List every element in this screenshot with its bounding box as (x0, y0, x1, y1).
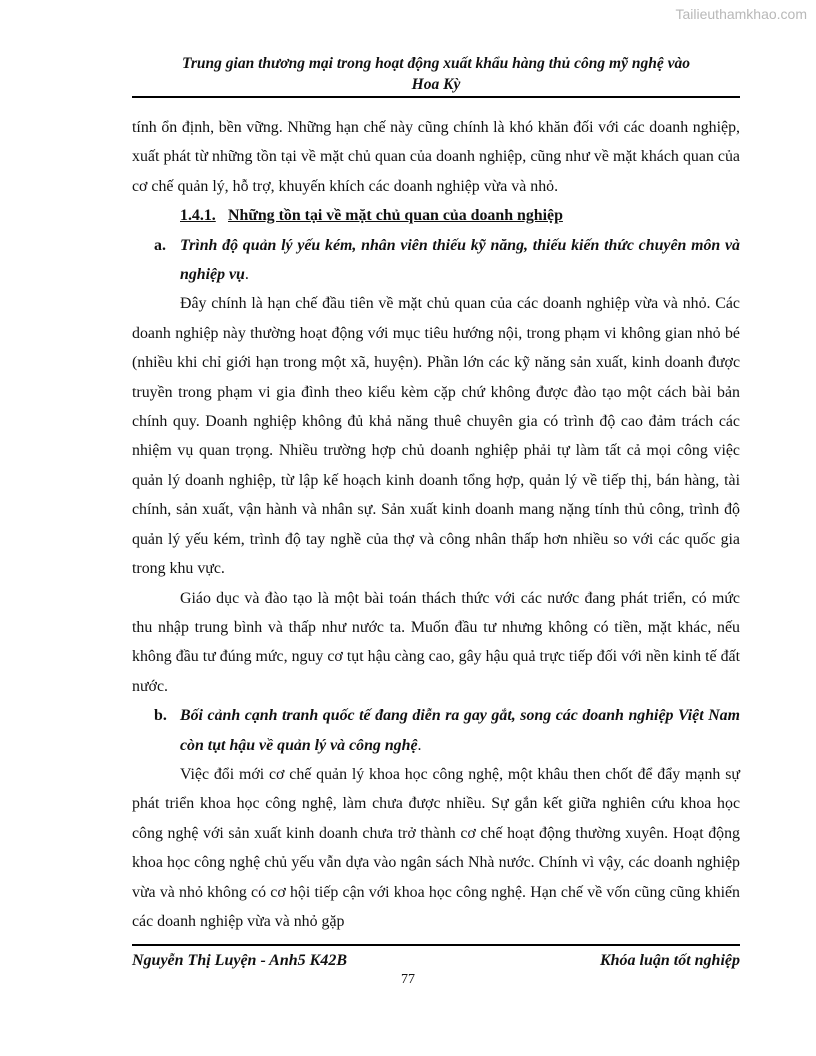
header-title-line2: Hoa Kỳ (411, 76, 461, 93)
intro-paragraph: tính ổn định, bền vững. Những hạn chế này cũng chính là khó khăn đối với các doanh nghiệp, xuất phát từ những tồn tại về mặt chủ quan của doanh nghiệp, cũng như về mặt khách quan của cơ chế quản lý, hỗ trợ, khuyến khích các doanh nghiệp vừa và nhỏ. (132, 119, 740, 195)
subheading-a (132, 231, 740, 290)
section-number: 1.4.1. (180, 207, 216, 225)
header-rule (132, 96, 740, 98)
section-title: Những tồn tại về mặt chủ quan của doanh nghiệp (228, 207, 563, 225)
subheading-a-end: . (244, 266, 249, 284)
subheading-a-title: Trình độ quản lý yếu kém, nhân viên thiếu kỹ năng, thiếu kiến thức chuyên môn và nghiệp vụ (180, 236, 740, 284)
subheading-b-marker: b. (154, 707, 167, 725)
header-title-line1: Trung gian thương mại trong hoạt động xuất khẩu hàng thủ công mỹ nghệ vào (181, 55, 690, 72)
footer-doc-type: Khóa luận tốt nghiệp (599, 952, 740, 969)
subheading-a-marker: a. (154, 236, 166, 254)
page-body (132, 113, 740, 936)
paragraph-b1: Việc đổi mới cơ chế quản lý khoa học công nghệ, một khâu then chốt để đẩy mạnh sự phát triển khoa học công nghệ, làm chưa được nhiều. Sự gắn kết giữa nghiên cứu khoa học công nghệ với sản xuất kinh doanh chưa trở thành cơ chế hoạt động thường xuyên. Hoạt động khoa học công nghệ chủ yếu vẫn dựa vào ngân sách Nhà nước. Chính vì vậy, các doanh nghiệp vừa và nhỏ không có cơ hội tiếp cận với khoa học công nghệ. Hạn chế về vốn cũng cũng khiến các doanh nghiệp vừa và nhỏ gặp (132, 765, 740, 930)
footer-author: Nguyễn Thị Luyện - Anh5 K42B (132, 952, 347, 969)
paragraph-a2: Giáo dục và đào tạo là một bài toán thách thức với các nước đang phát triển, có mức thu nhập trung bình và thấp như nước ta. Muốn đầu tư nhưng không có tiền, mặt khác, nếu không đầu tư đúng mức, nguy cơ tụt hậu càng cao, gây hậu quả trực tiếp đối với nền kinh tế đất nước. (132, 589, 740, 695)
subheading-b-end: . (417, 736, 422, 754)
subheading-b (132, 701, 740, 760)
subheading-b-title: Bối cảnh cạnh tranh quốc tế đang diễn ra gay gắt, song các doanh nghiệp Việt Nam còn tụt hậu về quản lý và công nghệ (180, 707, 740, 754)
paragraph-a1: Đây chính là hạn chế đầu tiên về mặt chủ quan của các doanh nghiệp vừa và nhỏ. Các doanh nghiệp này thường hoạt động với mục tiêu hướng nội, trong phạm vi không gian nhỏ bé (nhiều khi chỉ giới hạn trong một xã, huyện). Phần lớn các kỹ năng sản xuất, kinh doanh được truyền trong phạm vi gia đình theo kiểu kèm cặp chứ không được đào tạo một cách bài bản chính quy. Doanh nghiệp không đủ khả năng thuê chuyên gia có trình độ cao đảm trách các nhiệm vụ quan trọng. Nhiều trường hợp chủ doanh nghiệp phải tự làm tất cả mọi công việc quản lý doanh nghiệp, từ lập kế hoạch kinh doanh tổng hợp, quản lý về tiếp thị, bán hàng, tài chính, sản xuất, vận hành và nhân sự. Sản xuất kinh doanh mang nặng tính thủ công, trình độ quản lý yếu kém, trình độ tay nghề của thợ và công nhân thấp hơn nhiều so với các quốc gia trong khu vực. (132, 295, 740, 578)
section-heading (132, 201, 740, 230)
watermark-text: Tailieuthamkhao.com (675, 6, 807, 22)
footer-rule (132, 944, 740, 946)
running-header (132, 53, 740, 95)
page-number: 77 (401, 972, 415, 987)
